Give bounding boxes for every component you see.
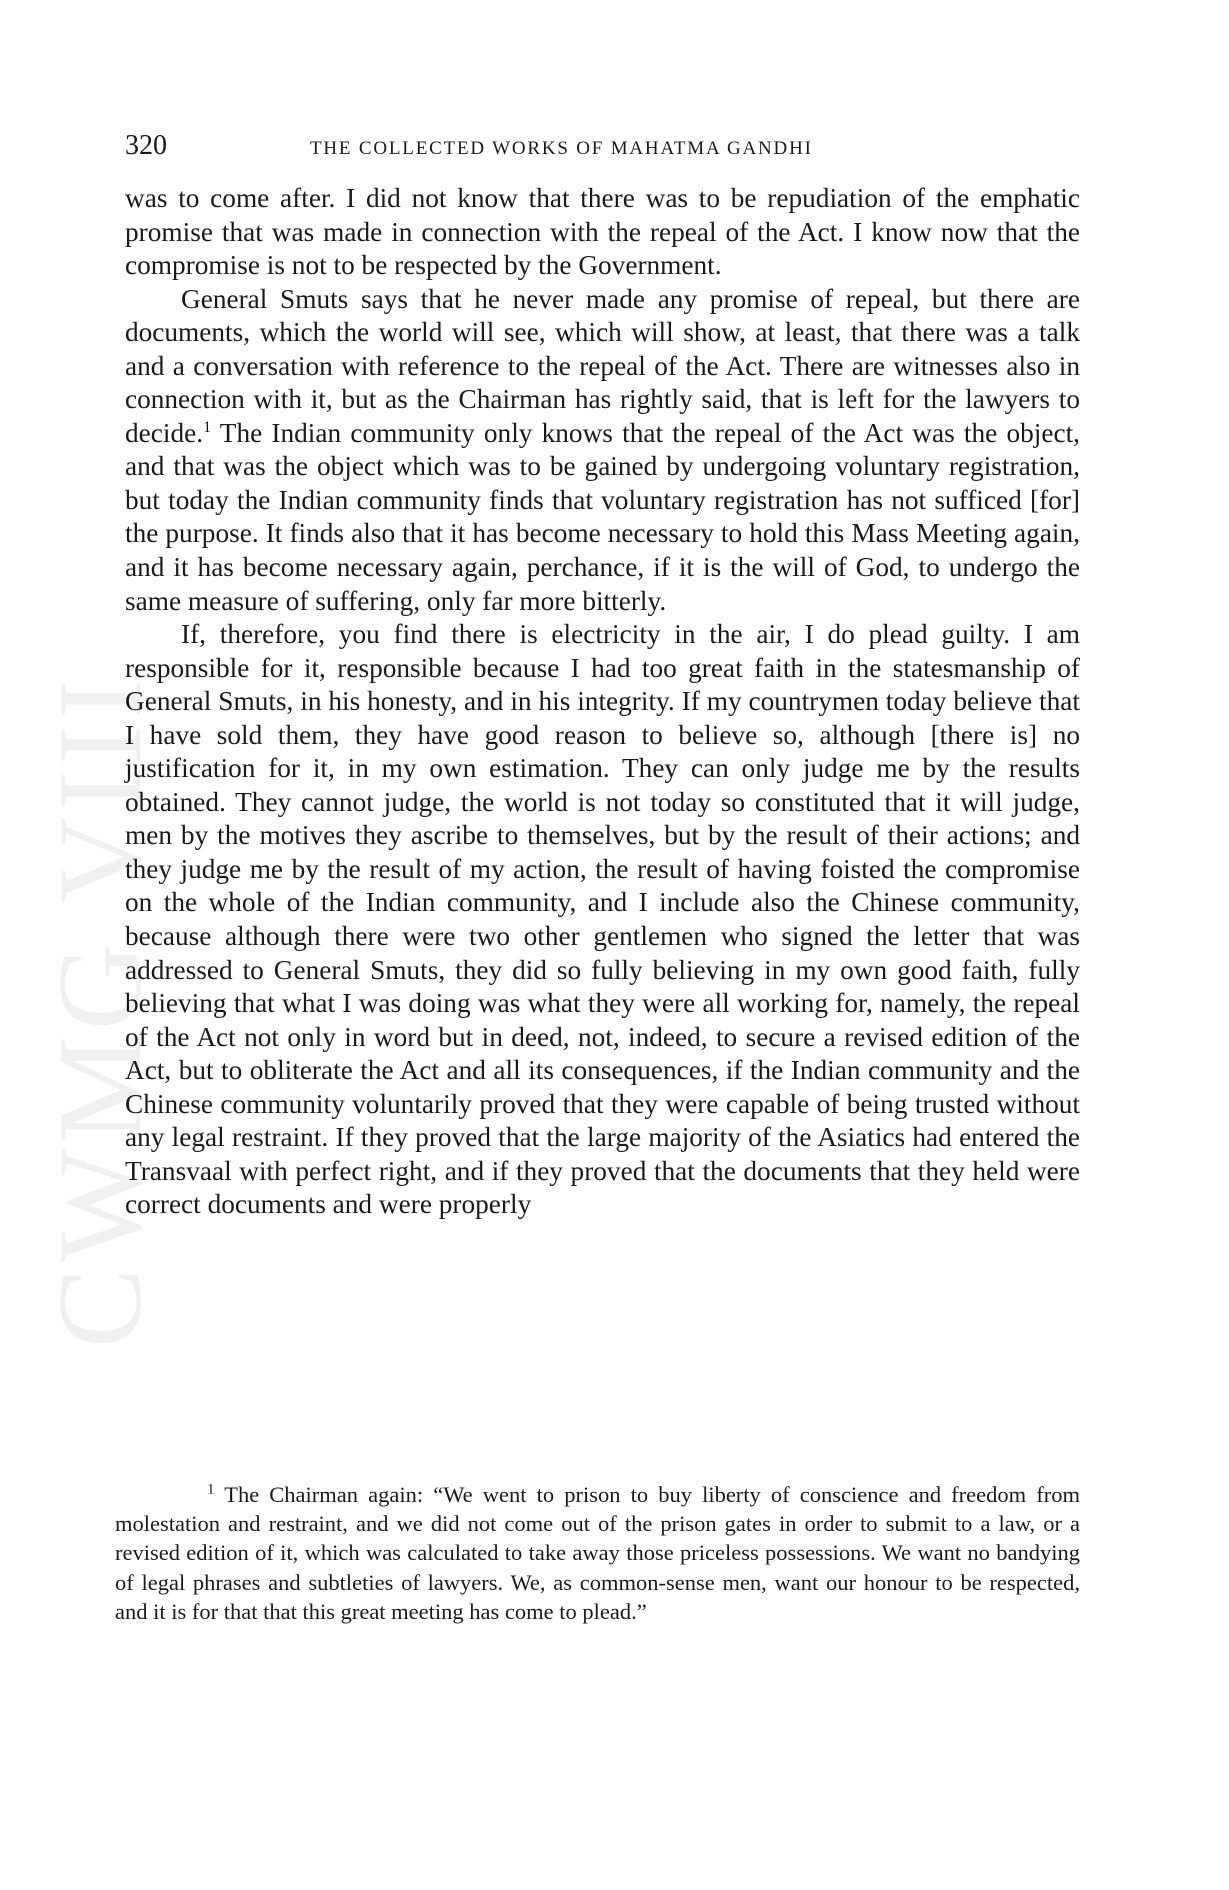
paragraph-1-text: was to come after. I did not know that there was to be repudiation of the emphatic promise that was made in connection with the repeal of the Act. I know now that the compromise is not to be respected by the Government. <box>125 183 1080 281</box>
page-header <box>125 128 1080 168</box>
footnotes <box>115 1480 1080 1626</box>
paragraph-1 <box>125 182 1080 283</box>
paragraph-2-text-continued: The Indian community only knows that the repeal of the Act was the object, and that was the object which was to be gained by undergoing voluntary registration, but today the Indian community finds that voluntary registration has not sufficed [for] the purpose. It finds also that it has become necessary to hold this Mass Meeting again, and it has become necessary again, perchance, if it is the will of God, to undergo the same measure of suffering, only far more bitterly. <box>125 417 1080 616</box>
watermark: CWMG VIII <box>33 672 166 1348</box>
paragraph-3 <box>125 618 1080 1222</box>
footnote-mark: 1 <box>207 1481 215 1498</box>
paragraph-2-text: General Smuts says that he never made any promise of repeal, but there are documents, which the world will see, which will show, at least, that there was a talk and a conversation with reference to the repeal of the Act. There are witnesses also in connection with it, but as the Chairman has rightly said, that is left for the lawyers to decide. <box>125 283 1080 448</box>
running-head: THE COLLECTED WORKS OF MAHATMA GANDHI <box>310 138 813 159</box>
page-number: 320 <box>125 130 167 161</box>
body-text <box>125 182 1080 1222</box>
footnote-reference: 1 <box>203 418 212 436</box>
footnote-1-text: The Chairman again: “We went to prison to buy liberty of conscience and freedom from molestation and restraint, and we did not come out of the prison gates in order to submit to a law, or a revised edition of it, which was calculated to take away those priceless possessions. We want no bandying of legal phrases and subtleties of lawyers. We, as common-sense men, want our honour to be respected, and it is for that that this great meeting has come to plead.” <box>115 1482 1080 1624</box>
paragraph-3-text: If, therefore, you find there is electricity in the air, I do plead guilty. I am responsible for it, responsible because I had too great faith in the statesmanship of General Smuts, in his honesty, and in his integrity. If my countrymen today believe that I have sold them, they have good reason to believe so, although [there is] no justification for it, in my own estimation. They can only judge me by the results obtained. They cannot judge, the world is not today so constituted that it will judge, men by the motives they ascribe to themselves, but by the result of their actions; and they judge me by the result of my action, the result of having foisted the compromise on the whole of the Indian community, and I include also the Chinese community, because although there were two other gentlemen who signed the letter that was addressed to General Smuts, they did so fully believing in my own good faith, fully believing that what I was doing was what they were all working for, namely, the repeal of the Act not only in word but in deed, not, indeed, to secure a revised edition of the Act, but to obliterate the Act and all its consequences, if the Indian community and the Chinese community voluntarily proved that they were capable of being trusted without any legal restraint. If they proved that the large majority of the Asiatics had entered the Transvaal with perfect right, and if they proved that the documents that they held were correct documents and were properly <box>125 619 1080 1220</box>
footnote-1 <box>115 1480 1080 1626</box>
paragraph-2 <box>125 283 1080 618</box>
